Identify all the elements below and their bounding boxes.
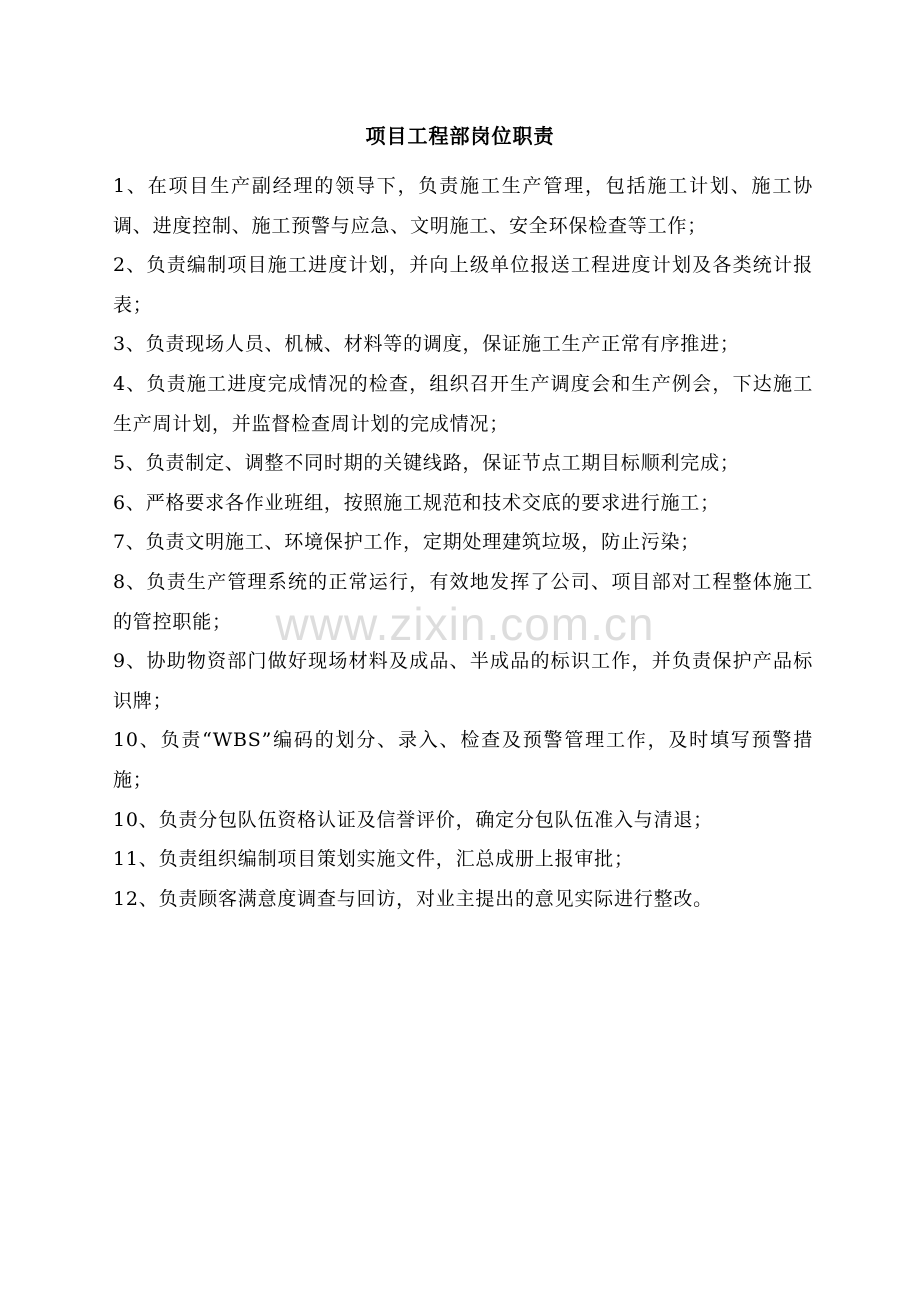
duty-item-5: 5、负责制定、调整不同时期的关键线路，保证节点工期目标顺利完成； [113, 452, 740, 475]
duty-item-1: 1、在项目生产副经理的领导下，负责施工生产管理，包括施工计划、施工协调、进度控制、施工预警与应急、文明施工、安全环保检查等工作； [113, 175, 813, 237]
document-body [113, 167, 813, 919]
duty-item-9: 9、协助物资部门做好现场材料及成品、半成品的标识工作，并负责保护产品标识牌； [113, 650, 813, 712]
watermark-text: www.zixin.com.cn [275, 598, 655, 650]
duty-item-10a: 10、负责“WBS”编码的划分、录入、检查及预警管理工作，及时填写预警措施； [113, 729, 813, 791]
duty-item-11: 11、负责组织编制项目策划实施文件，汇总成册上报审批； [113, 848, 634, 871]
duty-item-6: 6、严格要求各作业班组，按照施工规范和技术交底的要求进行施工； [113, 491, 720, 514]
duty-item-8: 8、负责生产管理系统的正常运行，有效地发挥了公司、项目部对工程整体施工的管控职能； [113, 570, 813, 633]
duty-item-10b: 10、负责分包队伍资格认证及信誉评价，确定分包队伍准入与清退； [113, 808, 713, 831]
duty-item-4: 4、负责施工进度完成情况的检查，组织召开生产调度会和生产例会，下达施工生产周计划，并监督检查周计划的完成情况； [113, 372, 813, 435]
duty-item-12: 12、负责顾客满意度调查与回访，对业主提出的意见实际进行整改。 [113, 887, 713, 910]
duty-item-7: 7、负责文明施工、环境保护工作，定期处理建筑垃圾，防止污染； [113, 531, 701, 554]
document-title: 项目工程部岗位职责 [365, 124, 555, 148]
duty-item-3: 3、负责现场人员、机械、材料等的调度，保证施工生产正常有序推进； [113, 333, 740, 356]
duty-item-2: 2、负责编制项目施工进度计划，并向上级单位报送工程进度计划及各类统计报表； [113, 254, 813, 316]
